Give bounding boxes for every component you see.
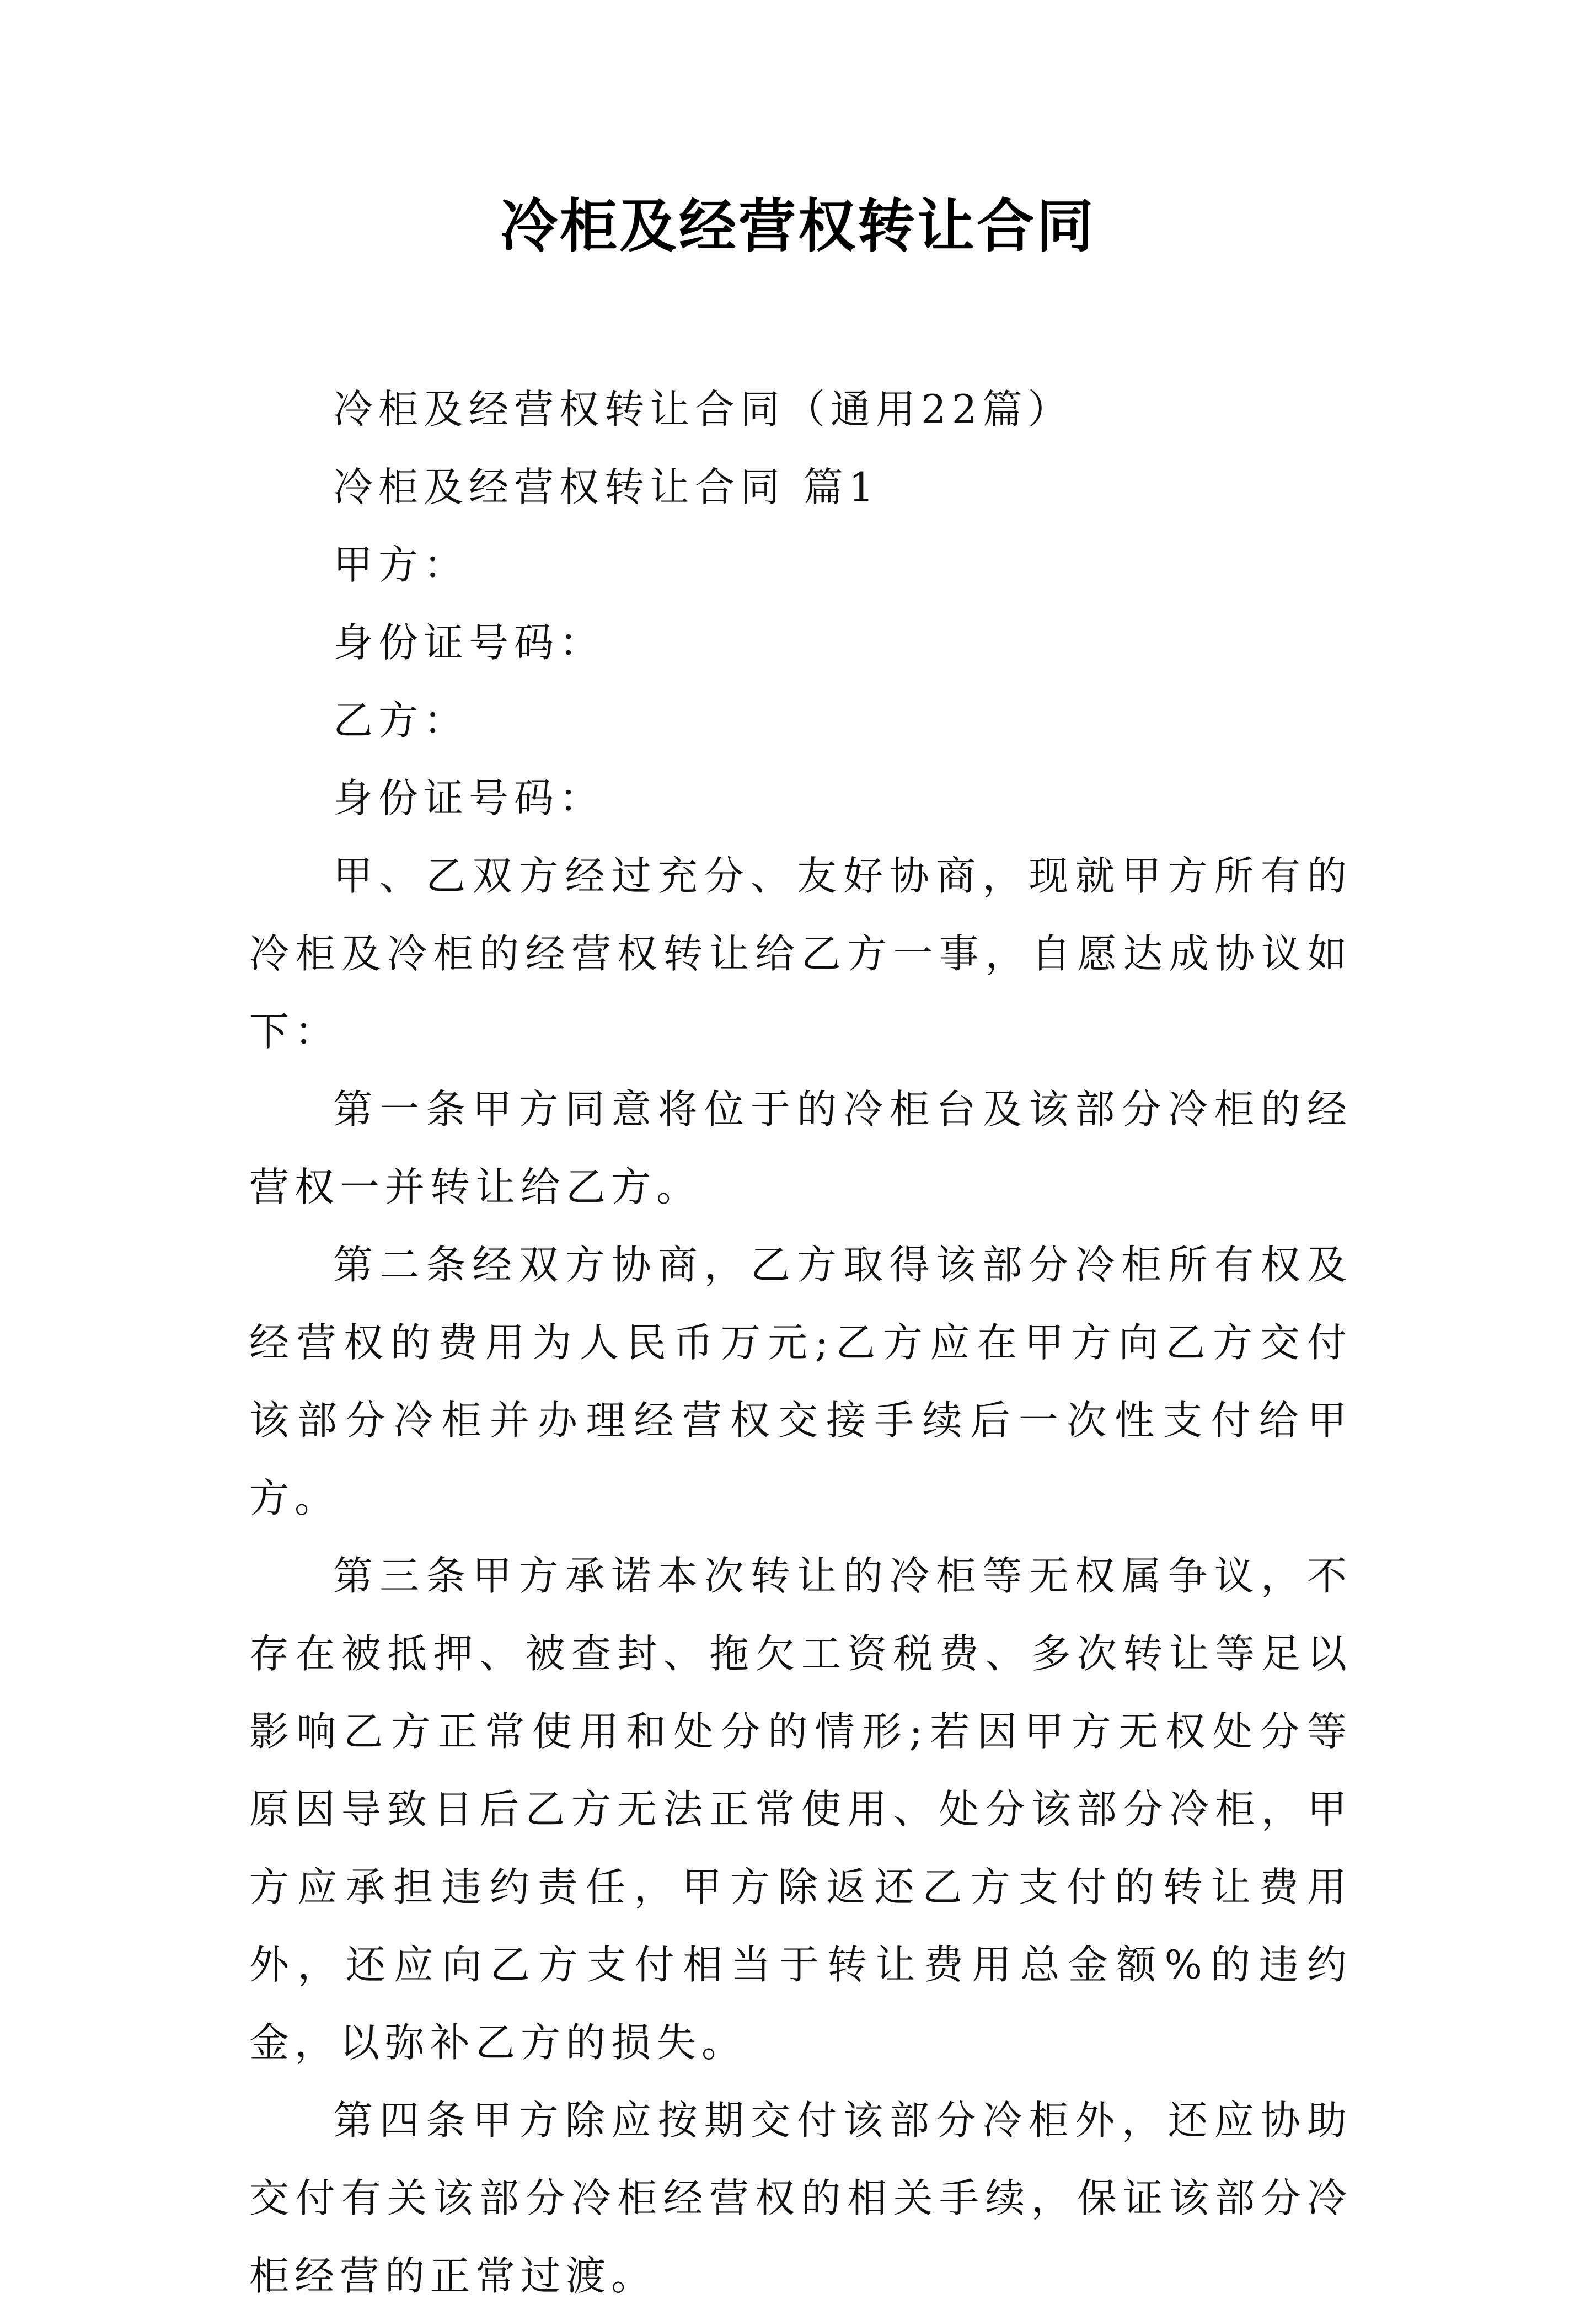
article-4-paragraph: 第四条甲方除应按期交付该部分冷柜外，还应协助交付有关该部分冷柜经营权的相关手续，保证该部分冷柜经营的正常过渡。 <box>249 2097 1352 2299</box>
section-heading: 冷柜及经营权转让合同 篇1 <box>333 464 880 510</box>
party-b-id-label: 身份证号码： <box>333 775 605 821</box>
document-body <box>249 371 1352 2315</box>
article-3-paragraph: 第三条甲方承诺本次转让的冷柜等无权属争议，不存在被抵押、被查封、拖欠工资税费、多次转让等足以影响乙方正常使用和处分的情形;若因甲方无权处分等原因导致日后乙方无法正常使用、处分该部分冷柜，甲方应承担违约责任，甲方除返还乙方支付的转让费用外，还应向乙方支付相当于转让费用总金额%的违约金，以弥补乙方的损失。 <box>249 1553 1352 2066</box>
subtitle-paragraph: 冷柜及经营权转让合同（通用22篇） <box>333 386 1073 432</box>
party-b-label: 乙方： <box>333 697 469 744</box>
article-1-paragraph: 第一条甲方同意将位于的冷柜台及该部分冷柜的经营权一并转让给乙方。 <box>249 1086 1352 1210</box>
article-2-paragraph: 第二条经双方协商，乙方取得该部分冷柜所有权及经营权的费用为人民币万元;乙方应在甲方向乙方交付该部分冷柜并办理经营权交接手续后一次性支付给甲方。 <box>249 1242 1352 1521</box>
preamble-paragraph: 甲、乙双方经过充分、友好协商，现就甲方所有的冷柜及冷柜的经营权转让给乙方一事，自愿达成协议如下： <box>249 853 1352 1055</box>
document-title: 冷柜及经营权转让合同 <box>500 193 1096 260</box>
party-a-label: 甲方： <box>333 542 469 588</box>
party-a-id-label: 身份证号码： <box>333 619 605 666</box>
